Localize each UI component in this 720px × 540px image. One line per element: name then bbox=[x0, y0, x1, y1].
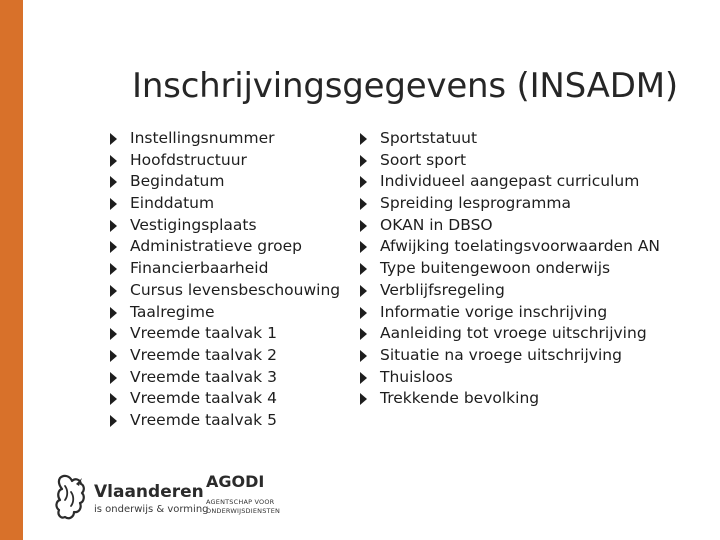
bullet-arrow-icon bbox=[360, 198, 367, 210]
left-accent-bar bbox=[0, 0, 23, 540]
left-field-item bbox=[110, 388, 340, 410]
bullet-arrow-icon bbox=[110, 350, 117, 362]
left-field-item bbox=[110, 258, 340, 280]
bullet-arrow-icon bbox=[110, 307, 117, 319]
left-field-item-label: Vreemde taalvak 2 bbox=[130, 345, 277, 364]
bullet-arrow-icon bbox=[360, 307, 367, 319]
right-field-item-label: Type buitengewoon onderwijs bbox=[380, 259, 611, 278]
left-field-item-label: Taalregime bbox=[130, 302, 215, 321]
left-field-list bbox=[110, 128, 340, 432]
left-field-item bbox=[110, 150, 340, 172]
agodi-logo bbox=[206, 470, 296, 530]
bullet-arrow-icon bbox=[110, 372, 117, 384]
left-field-item-label: Vreemde taalvak 1 bbox=[130, 324, 277, 343]
left-field-item bbox=[110, 128, 340, 150]
right-field-item bbox=[360, 215, 660, 237]
right-field-item-label: OKAN in DBSO bbox=[380, 215, 493, 234]
bullet-arrow-icon bbox=[360, 372, 367, 384]
left-field-item bbox=[110, 410, 340, 432]
bullet-arrow-icon bbox=[110, 220, 117, 232]
left-field-item bbox=[110, 236, 340, 258]
bullet-arrow-icon bbox=[360, 176, 367, 188]
right-field-item-label: Informatie vorige inschrijving bbox=[380, 302, 608, 321]
left-field-item-label: Vestigingsplaats bbox=[130, 215, 257, 234]
vlaanderen-logo bbox=[52, 468, 209, 528]
right-field-item bbox=[360, 388, 660, 410]
left-field-item bbox=[110, 367, 340, 389]
left-field-item-label: Vreemde taalvak 4 bbox=[130, 389, 277, 408]
right-field-item bbox=[360, 345, 660, 367]
flemish-lion-icon bbox=[52, 472, 90, 522]
bullet-arrow-icon bbox=[110, 285, 117, 297]
left-field-item bbox=[110, 280, 340, 302]
left-field-item-label: Einddatum bbox=[130, 194, 215, 213]
bullet-arrow-icon bbox=[360, 155, 367, 167]
right-field-item-label: Individueel aangepast curriculum bbox=[380, 172, 640, 191]
right-field-item-label: Spreiding lesprogramma bbox=[380, 194, 571, 213]
left-field-item-label: Administratieve groep bbox=[130, 237, 303, 256]
bullet-arrow-icon bbox=[360, 350, 367, 362]
bullet-arrow-icon bbox=[110, 176, 117, 188]
bullet-arrow-icon bbox=[360, 285, 367, 297]
left-field-item-label: Financierbaarheid bbox=[130, 259, 269, 278]
bullet-arrow-icon bbox=[110, 241, 117, 253]
right-field-item bbox=[360, 323, 660, 345]
vlaanderen-wordmark: Vlaanderen bbox=[94, 482, 204, 502]
bullet-arrow-icon bbox=[360, 133, 367, 145]
right-field-item-label: Soort sport bbox=[380, 150, 467, 169]
right-field-item bbox=[360, 193, 660, 215]
left-field-item-label: Begindatum bbox=[130, 172, 225, 191]
bullet-arrow-icon bbox=[360, 393, 367, 405]
left-field-item-label: Instellingsnummer bbox=[130, 129, 275, 147]
right-field-item-label: Trekkende bevolking bbox=[380, 389, 540, 408]
right-field-item bbox=[360, 280, 660, 302]
left-field-item bbox=[110, 193, 340, 215]
left-field-item-label: Vreemde taalvak 3 bbox=[130, 367, 277, 386]
left-field-item bbox=[110, 345, 340, 367]
bullet-arrow-icon bbox=[110, 263, 117, 275]
left-field-item-label: Cursus levensbeschouwing bbox=[130, 280, 341, 299]
bullet-arrow-icon bbox=[360, 328, 367, 340]
left-field-item bbox=[110, 302, 340, 324]
left-field-item bbox=[110, 323, 340, 345]
bullet-arrow-icon bbox=[110, 155, 117, 167]
bullet-arrow-icon bbox=[360, 241, 367, 253]
right-field-item bbox=[360, 367, 660, 389]
right-field-item bbox=[360, 128, 660, 150]
right-field-item bbox=[360, 150, 660, 172]
bullet-arrow-icon bbox=[110, 198, 117, 210]
bullet-arrow-icon bbox=[110, 393, 117, 405]
right-field-item bbox=[360, 302, 660, 324]
right-field-item-label: Thuisloos bbox=[380, 367, 453, 386]
vlaanderen-tagline: is onderwijs & vorming bbox=[94, 504, 209, 515]
bullet-arrow-icon bbox=[360, 263, 367, 275]
right-field-item bbox=[360, 171, 660, 193]
right-field-list bbox=[360, 128, 660, 410]
bullet-arrow-icon bbox=[360, 220, 367, 232]
slide-title: Inschrijvingsgegevens (INSADM) bbox=[132, 66, 678, 106]
right-field-item-label: Situatie na vroege uitschrijving bbox=[380, 345, 622, 364]
left-field-item-label: Vreemde taalvak 5 bbox=[130, 410, 277, 429]
agodi-wordmark: AGODI bbox=[206, 472, 265, 491]
left-field-item bbox=[110, 171, 340, 193]
right-field-item bbox=[360, 236, 660, 258]
right-field-item-label: Sportstatuut bbox=[380, 129, 478, 147]
right-field-item bbox=[360, 258, 660, 280]
left-field-item bbox=[110, 215, 340, 237]
right-field-item-label: Afwijking toelatingsvoorwaarden AN bbox=[380, 237, 661, 256]
agodi-tagline: AGENTSCHAP VOOR ONDERWIJSDIENSTEN bbox=[206, 498, 281, 515]
right-field-item-label: Verblijfsregeling bbox=[380, 280, 505, 299]
bullet-arrow-icon bbox=[110, 328, 117, 340]
right-field-item-label: Aanleiding tot vroege uitschrijving bbox=[380, 324, 647, 343]
bullet-arrow-icon bbox=[110, 133, 117, 145]
bullet-arrow-icon bbox=[110, 415, 117, 427]
left-field-item-label: Hoofdstructuur bbox=[130, 150, 247, 169]
